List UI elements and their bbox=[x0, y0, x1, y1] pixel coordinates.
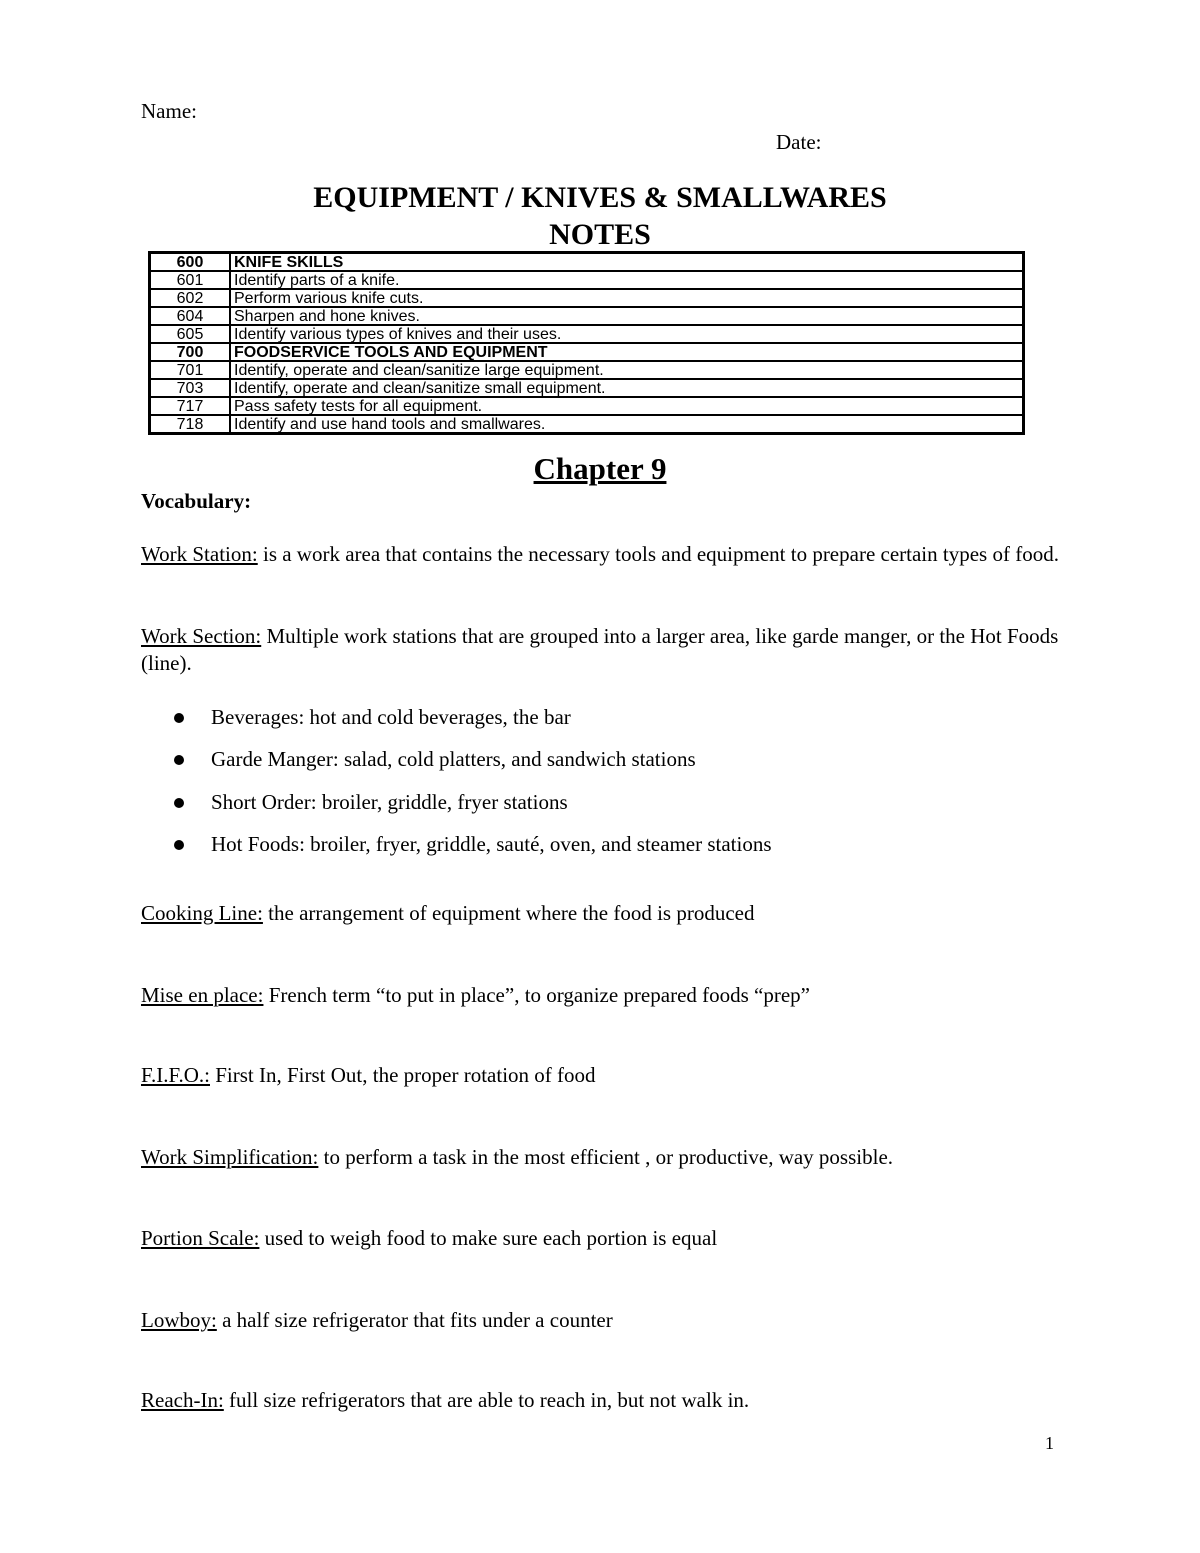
table-row bbox=[150, 361, 1024, 379]
table-row bbox=[150, 343, 1024, 361]
vocab-term: Mise en place: bbox=[141, 983, 264, 1007]
bullet-icon bbox=[174, 798, 184, 808]
standard-code: 717 bbox=[150, 397, 231, 415]
vocab-cooking-line bbox=[141, 900, 1061, 927]
vocab-term: Work Section: bbox=[141, 624, 262, 648]
standard-description: KNIFE SKILLS bbox=[230, 253, 1024, 272]
table-row bbox=[150, 415, 1024, 434]
vocab-term: Work Station: bbox=[141, 542, 258, 566]
vocab-reach-in bbox=[141, 1387, 1061, 1414]
vocab-definition: used to weigh food to make sure each portion is equal bbox=[259, 1226, 718, 1250]
chapter-heading: Chapter 9 bbox=[533, 451, 667, 486]
page-number: 1 bbox=[1045, 1433, 1054, 1453]
bullet-icon bbox=[174, 755, 184, 765]
standard-code: 701 bbox=[150, 361, 231, 379]
standard-code: 605 bbox=[150, 325, 231, 343]
list-item: Short Order: broiler, griddle, fryer stations bbox=[141, 789, 772, 831]
page-subtitle: NOTES bbox=[549, 218, 651, 251]
vocab-term: F.I.F.O.: bbox=[141, 1063, 210, 1087]
page-title: EQUIPMENT / KNIVES & SMALLWARES bbox=[313, 181, 887, 214]
vocab-definition: French term “to put in place”, to organize prepared foods “prep” bbox=[263, 983, 811, 1007]
standards-table bbox=[148, 251, 1025, 435]
work-section-list bbox=[141, 704, 772, 873]
table-row bbox=[150, 325, 1024, 343]
vocab-definition: First In, First Out, the proper rotation of food bbox=[210, 1063, 596, 1087]
table-row bbox=[150, 271, 1024, 289]
standard-code: 600 bbox=[150, 253, 231, 272]
vocab-definition: is a work area that contains the necessary tools and equipment to prepare certain types of food. bbox=[257, 542, 1059, 566]
table-row bbox=[150, 397, 1024, 415]
standard-description: Pass safety tests for all equipment. bbox=[230, 397, 1024, 415]
vocab-definition: Multiple work stations that are grouped into a larger area, like garde manger, or the Hot Foods (line). bbox=[141, 624, 1059, 675]
name-label: Name: bbox=[141, 99, 197, 123]
table-row bbox=[150, 289, 1024, 307]
vocabulary-heading: Vocabulary: bbox=[141, 489, 252, 513]
vocab-definition: to perform a task in the most efficient , or productive, way possible. bbox=[318, 1145, 894, 1169]
standard-code: 718 bbox=[150, 415, 231, 434]
vocab-term: Cooking Line: bbox=[141, 901, 263, 925]
vocab-term: Portion Scale: bbox=[141, 1226, 260, 1250]
vocab-lowboy bbox=[141, 1307, 1061, 1334]
standard-description: Identify, operate and clean/sanitize large equipment. bbox=[230, 361, 1024, 379]
list-item: Garde Manger: salad, cold platters, and sandwich stations bbox=[141, 746, 772, 788]
standard-description: Identify and use hand tools and smallwares. bbox=[230, 415, 1024, 434]
vocab-term: Reach-In: bbox=[141, 1388, 224, 1412]
standard-description: FOODSERVICE TOOLS AND EQUIPMENT bbox=[230, 343, 1024, 361]
bullet-icon bbox=[174, 840, 184, 850]
standard-description: Perform various knife cuts. bbox=[230, 289, 1024, 307]
standard-code: 604 bbox=[150, 307, 231, 325]
vocab-work-simplification bbox=[141, 1144, 1061, 1171]
standard-description: Identify, operate and clean/sanitize small equipment. bbox=[230, 379, 1024, 397]
vocab-work-station bbox=[141, 541, 1061, 568]
vocab-work-section bbox=[141, 623, 1061, 677]
standard-description: Sharpen and hone knives. bbox=[230, 307, 1024, 325]
vocab-portion-scale bbox=[141, 1225, 1061, 1252]
vocab-mise-en-place bbox=[141, 982, 1061, 1009]
vocab-term: Lowboy: bbox=[141, 1308, 217, 1332]
standard-description: Identify parts of a knife. bbox=[230, 271, 1024, 289]
vocab-fifo bbox=[141, 1062, 1061, 1089]
table-row bbox=[150, 253, 1024, 272]
date-label: Date: bbox=[776, 130, 822, 154]
list-item: Beverages: hot and cold beverages, the bar bbox=[141, 704, 772, 746]
standard-description: Identify various types of knives and their uses. bbox=[230, 325, 1024, 343]
vocab-definition: full size refrigerators that are able to reach in, but not walk in. bbox=[223, 1388, 750, 1412]
bullet-icon bbox=[174, 713, 184, 723]
table-row bbox=[150, 307, 1024, 325]
standard-code: 700 bbox=[150, 343, 231, 361]
vocab-term: Work Simplification: bbox=[141, 1145, 319, 1169]
table-row bbox=[150, 379, 1024, 397]
standard-code: 602 bbox=[150, 289, 231, 307]
vocab-definition: a half size refrigerator that fits under a counter bbox=[216, 1308, 613, 1332]
vocab-definition: the arrangement of equipment where the food is produced bbox=[262, 901, 755, 925]
standard-code: 703 bbox=[150, 379, 231, 397]
list-item: Hot Foods: broiler, fryer, griddle, sauté, oven, and steamer stations bbox=[141, 831, 772, 873]
standard-code: 601 bbox=[150, 271, 231, 289]
